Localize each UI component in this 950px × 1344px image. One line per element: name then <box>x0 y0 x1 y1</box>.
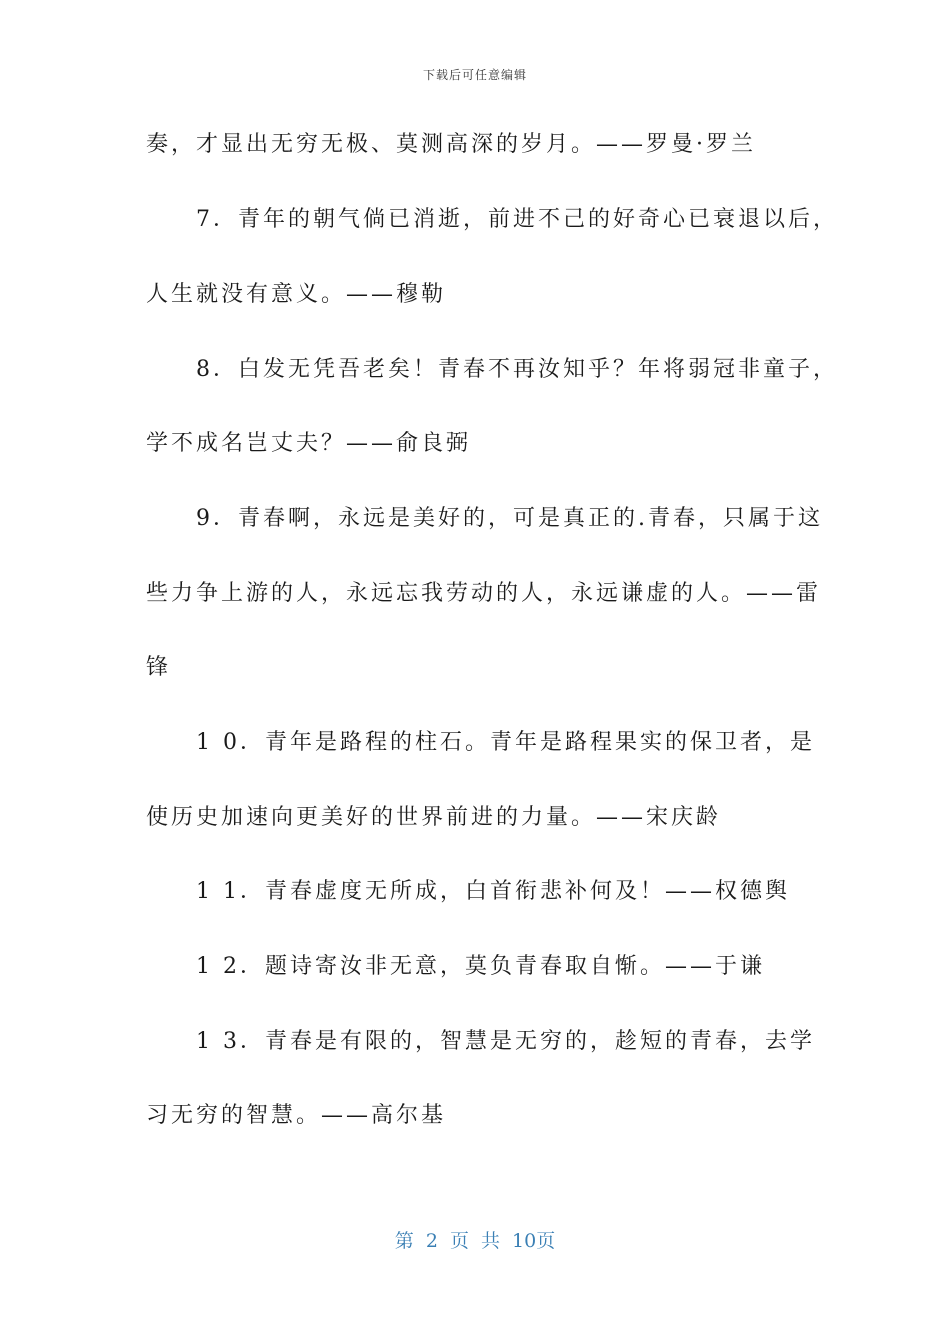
text-line: 锋 <box>146 655 172 680</box>
page-header: 下载后可任意编辑 <box>422 68 527 82</box>
text-line: 人生就没有意义。——穆勒 <box>146 282 447 307</box>
text-line: 8．白发无凭吾老矣！青春不再汝知乎？年将弱冠非童子， <box>196 357 838 382</box>
text-line: 1 0．青年是路程的柱石。青年是路程果实的保卫者，是 <box>196 730 815 755</box>
text-line: 7．青年的朝气倘已消逝，前进不己的好奇心已衰退以后， <box>196 207 838 232</box>
text-line: 9．青春啊，永远是美好的，可是真正的.青春，只属于这 <box>196 506 823 531</box>
text-line: 1 1．青春虚度无所成，白首衔悲补何及！——权德舆 <box>196 879 790 904</box>
text-line: 使历史加速向更美好的世界前进的力量。——宋庆龄 <box>146 805 722 830</box>
text-line: 1 3．青春是有限的，智慧是无穷的，趁短的青春，去学 <box>196 1029 815 1054</box>
text-line: 1 2．题诗寄汝非无意，莫负青春取自惭。——于谦 <box>196 954 765 979</box>
text-line: 学不成名岂丈夫？——俞良弼 <box>146 431 472 456</box>
text-line: 些力争上游的人，永远忘我劳动的人，永远谦虚的人。——雷 <box>146 581 822 606</box>
text-line: 习无穷的智慧。——高尔基 <box>146 1103 447 1128</box>
text-line: 奏，才显出无穷无极、莫测高深的岁月。——罗曼·罗兰 <box>146 132 756 157</box>
page-footer: 第 2 页 共 10页 <box>394 1230 556 1252</box>
